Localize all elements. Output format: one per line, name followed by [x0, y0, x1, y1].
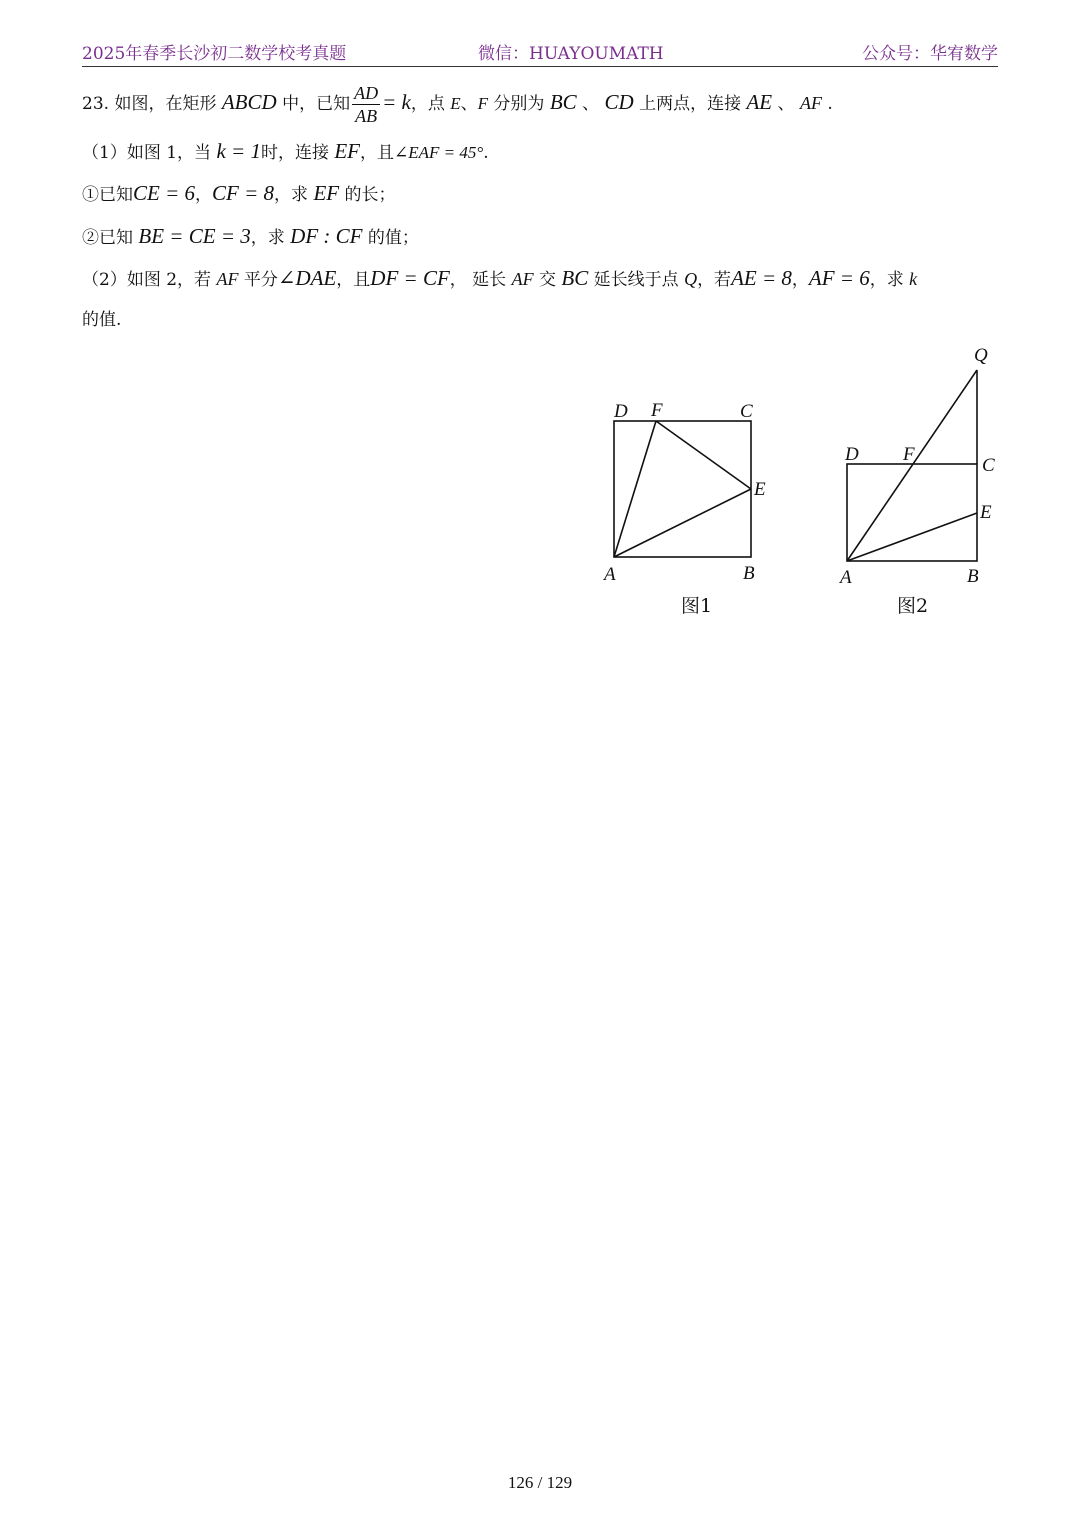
segment-ef	[656, 421, 751, 489]
math: ∠EAF = 45°	[394, 143, 484, 162]
header-account: 公众号：华宥数学	[862, 44, 998, 64]
math: ABCD	[221, 90, 277, 114]
label-b-2: B	[967, 566, 979, 587]
math: ∠DAE	[277, 266, 337, 290]
text: （1）如图 1，当	[82, 143, 217, 163]
text: ，	[791, 270, 809, 290]
label-e-2: E	[980, 502, 992, 523]
text: 的长；	[339, 185, 396, 205]
text: 、	[576, 94, 605, 114]
text: .	[821, 94, 833, 114]
figure-1	[614, 421, 751, 557]
text: 上两点，连接	[633, 94, 747, 114]
problem-line-6	[82, 312, 121, 329]
label-f-2: F	[903, 444, 915, 465]
text: 的值.	[82, 310, 122, 330]
math: BC	[549, 90, 577, 114]
label-b: B	[743, 563, 755, 584]
text: （2）如图 2，若	[82, 270, 217, 290]
text: 的值；	[362, 228, 419, 248]
text: ，求	[274, 185, 314, 205]
problem-line-1	[82, 82, 833, 127]
geometry-figures	[590, 338, 1020, 628]
segment-ae-2	[847, 513, 977, 561]
problem-line-5	[82, 268, 917, 289]
math: Q	[684, 269, 698, 289]
math: EF	[334, 139, 361, 163]
fraction	[352, 82, 380, 127]
text: 23. 如图，在矩形	[82, 94, 222, 114]
math: AF	[216, 269, 239, 289]
text: .	[483, 143, 489, 163]
label-a-2: A	[840, 567, 852, 588]
math: BE = CE = 3	[138, 224, 251, 248]
page-number: 126 / 129	[507, 1473, 573, 1492]
text: ①已知	[82, 185, 133, 205]
text: 中，已知	[276, 94, 351, 114]
math: AF	[511, 269, 534, 289]
math: AE	[746, 90, 773, 114]
figure-2	[847, 370, 977, 561]
label-e: E	[754, 479, 766, 500]
text: 分别为	[488, 94, 550, 114]
math: CD	[604, 90, 634, 114]
figure-2-labels	[838, 345, 995, 588]
text: ，点	[410, 94, 451, 114]
text: 延长线于点	[588, 270, 685, 290]
label-c: C	[740, 401, 753, 422]
text: ，求	[869, 270, 910, 290]
text: ，	[195, 185, 213, 205]
text: 交	[533, 270, 562, 290]
label-f: F	[651, 400, 663, 421]
text: ，求	[250, 228, 291, 248]
fraction-numerator: AD	[354, 83, 379, 103]
text: 时，连接	[260, 143, 335, 163]
math: CF = 8	[212, 181, 275, 205]
label-d: D	[614, 401, 628, 422]
header-title: 2025年春季长沙初二数学校考真题	[82, 44, 347, 64]
rectangle-abcd-2	[847, 464, 977, 561]
segment-ae	[614, 489, 751, 557]
page-header	[82, 36, 998, 67]
text: ，且	[360, 143, 395, 163]
math: AF = 6	[808, 266, 870, 290]
problem-line-2	[82, 141, 489, 162]
text: 、	[772, 94, 800, 114]
label-d-2: D	[845, 444, 859, 465]
fraction-denominator: AB	[355, 106, 378, 126]
problem-line-4	[82, 226, 419, 247]
math: k	[909, 269, 918, 289]
math: E	[450, 94, 461, 113]
math: k = 1	[216, 139, 261, 163]
math: F	[477, 94, 489, 113]
segment-aq	[847, 370, 977, 561]
text: 、	[460, 94, 478, 114]
text: ，且	[336, 270, 371, 290]
math: DF : CF	[290, 224, 363, 248]
text: ，若	[697, 270, 732, 290]
math: DF = CF	[370, 266, 450, 290]
math: AE = 8	[731, 266, 792, 290]
label-c-2: C	[982, 455, 995, 476]
header-wechat: 微信：HUAYOUMATH	[478, 44, 664, 64]
text: 平分	[238, 270, 278, 290]
text: ②已知	[82, 228, 139, 248]
math: AF	[799, 93, 822, 113]
math: CE = 6	[133, 181, 196, 205]
math: BC	[561, 266, 589, 290]
label-q: Q	[974, 345, 988, 366]
label-a: A	[604, 564, 616, 585]
segment-af	[614, 421, 656, 557]
math: EF	[313, 181, 340, 205]
figure-2-caption: 图2	[897, 595, 929, 617]
problem-line-3	[82, 183, 396, 204]
figure-1-caption: 图1	[681, 595, 713, 617]
math: = k	[382, 90, 411, 114]
text: ， 延长	[449, 270, 512, 290]
